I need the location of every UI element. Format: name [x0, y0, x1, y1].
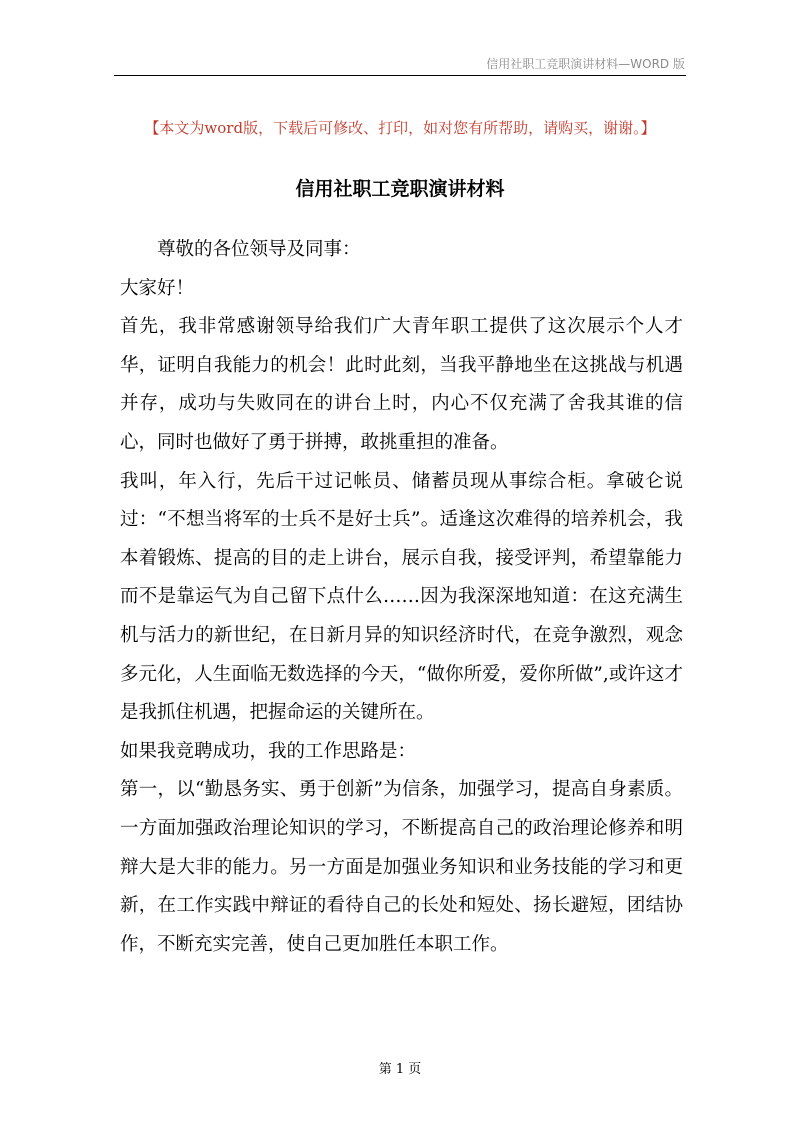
document-body — [120, 231, 683, 964]
header-divider — [114, 75, 686, 76]
salutation-paragraph: 尊敬的各位领导及同事： — [157, 239, 361, 260]
page-number: 第 1 页 — [378, 1062, 422, 1077]
body-paragraph: 如果我竞聘成功，我的工作思路是： — [120, 740, 417, 762]
body-paragraph: 我叫，年入行，先后干过记帐员、储蓄员现从事综合柜。拿破仑说过：“不想当将军的士兵不是好士兵”。适逢这次难得的培养机会，我本着锻炼、提高的目的走上讲台，展示自我，接受评判，希望靠能力而不是靠运气为自己留下点什么……因为我深深地知道：在这充满生机与活力的新世纪，在日新月异的知识经济时代，在竞争激烈，观念多元化，人生面临无数选择的今天，“做你所爱，爱你所做”,或许这才是我抓住机遇，把握命运的关键所在。 — [120, 470, 683, 724]
greeting-paragraph: 大家好！ — [120, 277, 195, 299]
document-title: 信用社职工竞职演讲材料 — [295, 178, 505, 200]
body-paragraph: 第一，以“勤恳务实、勇于创新”为信条，加强学习，提高自身素质。一方面加强政治理论知识的学习，不断提高自己的政治理论修养和明辩大是大非的能力。另一方面是加强业务知识和业务技能的学习和更新，在工作实践中辩证的看待自己的长处和短处、扬长避短，团结协作，不断充实完善，使自己更加胜任本职工作。 — [120, 779, 683, 955]
running-header: 信用社职工竞职演讲材料—WORD 版 — [486, 57, 685, 71]
download-notice: 【本文为word版，下载后可修改、打印，如对您有所帮助，请购买，谢谢。】 — [144, 119, 656, 137]
body-paragraph: 首先，我非常感谢领导给我们广大青年职工提供了这次展示个人才华，证明自我能力的机会！此时此刻，当我平静地坐在这挑战与机遇并存，成功与失败同在的讲台上时，内心不仅充满了舍我其谁的信心，同时也做好了勇于拼搏，敢挑重担的准备。 — [120, 316, 683, 453]
